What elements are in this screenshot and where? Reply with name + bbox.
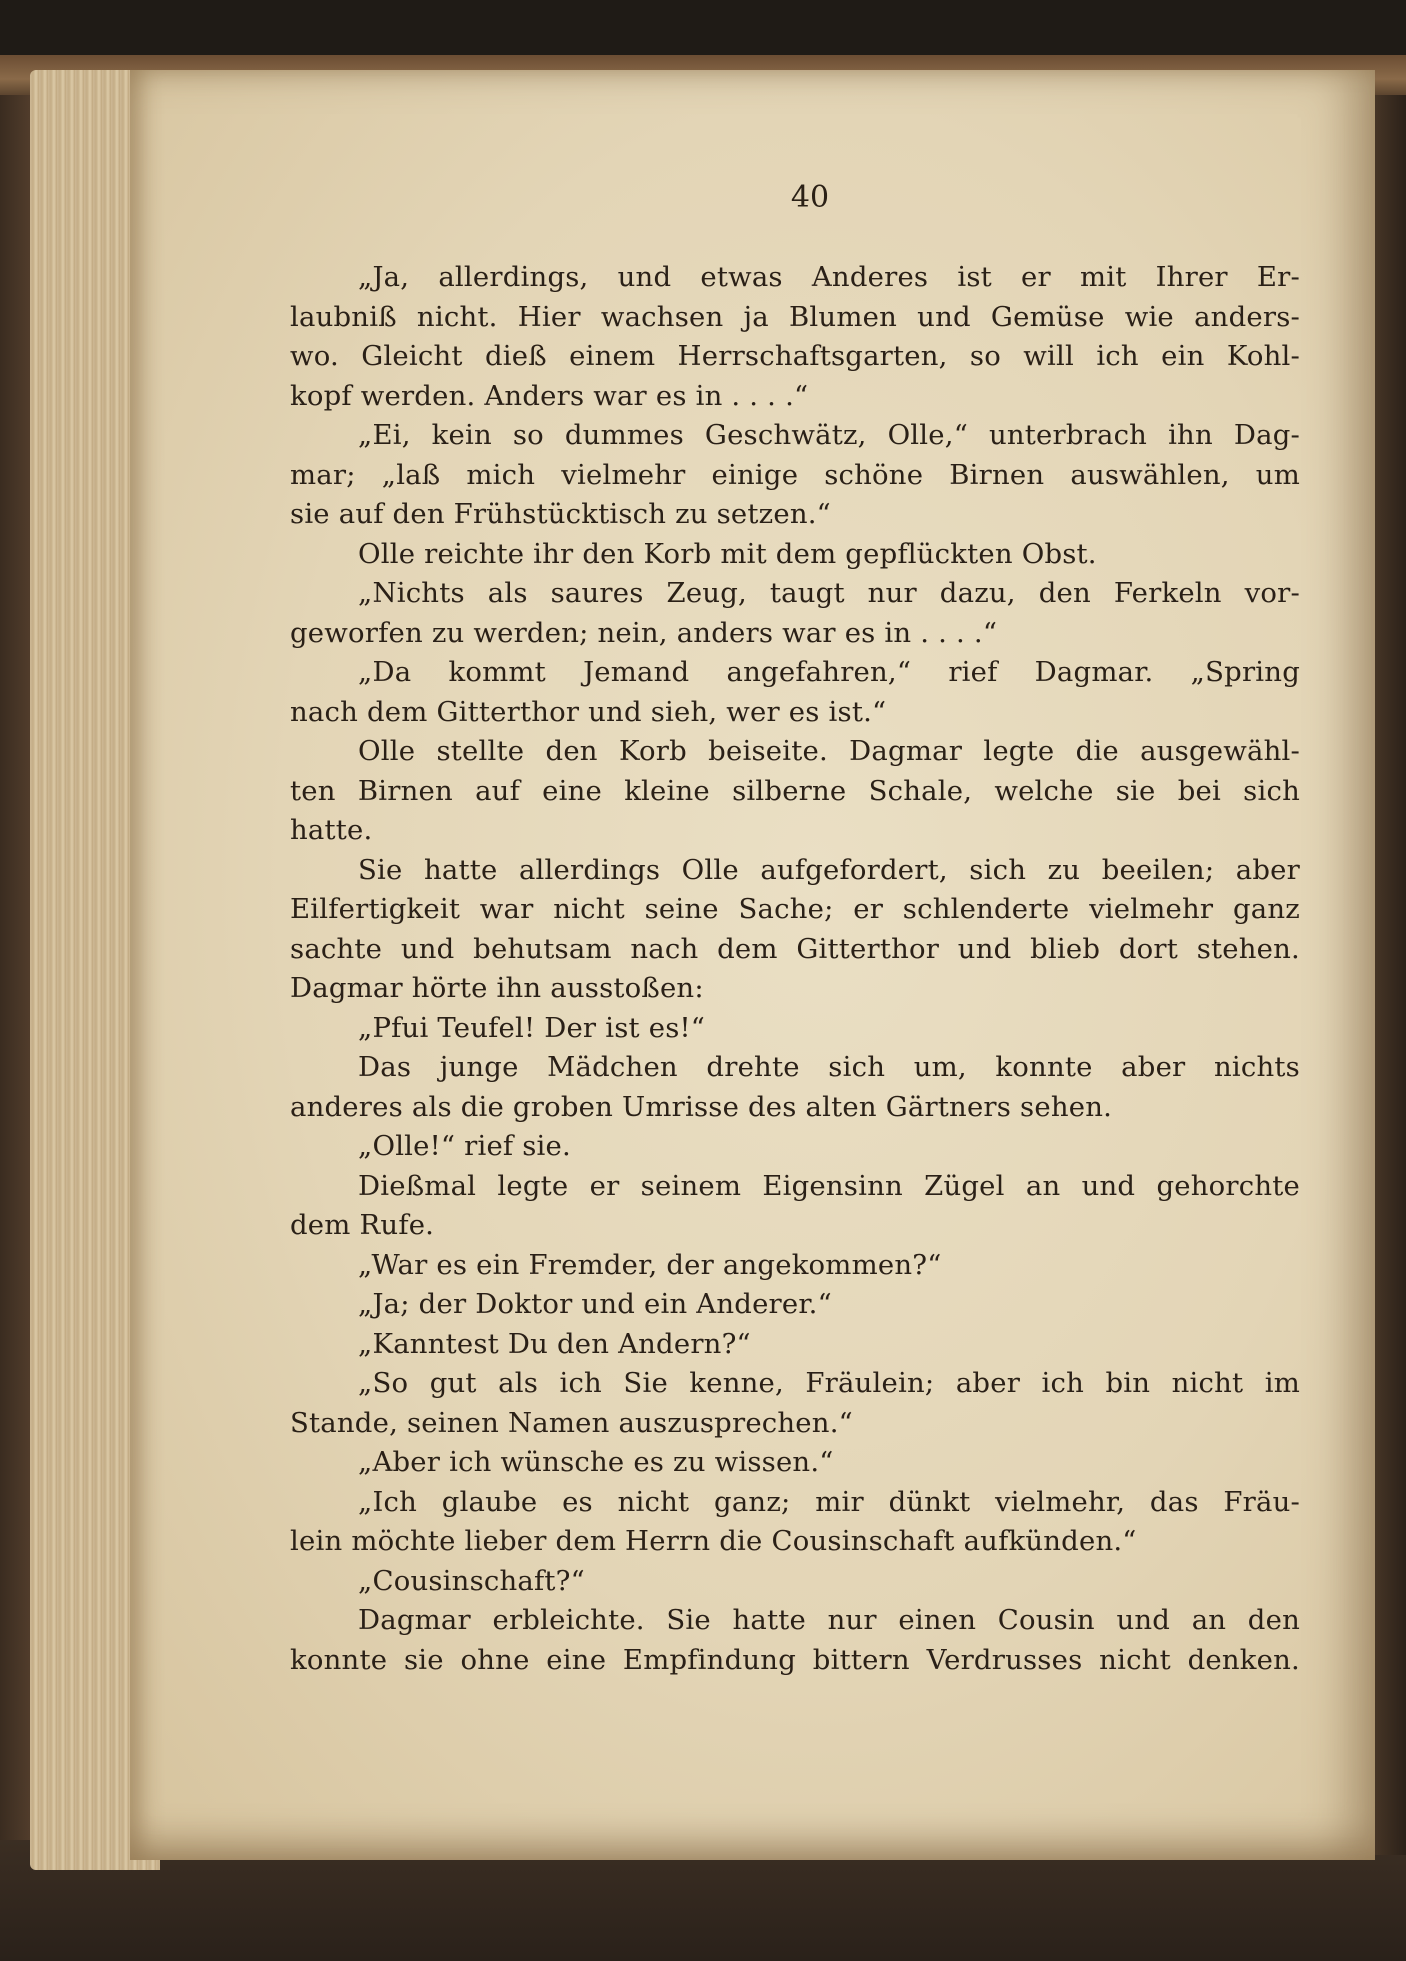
text-line: „War es ein Fremder, der angekommen?“ (358, 1248, 942, 1281)
text-line: „Da kommt Jemand angefahren,“ rief Dagmar. „Spring (358, 656, 1300, 688)
text-line: „Ja; der Doktor und ein Anderer.“ (358, 1288, 832, 1320)
text-line: „Olle!“ rief sie. (358, 1130, 571, 1162)
binding-right (1370, 95, 1406, 1855)
text-line: laubniß nicht. Hier wachsen ja Blumen und Gemüse wie anders- (290, 300, 1300, 333)
text-line: Das junge Mädchen drehte sich um, konnte aber nichts (358, 1051, 1300, 1083)
page-number: 40 (790, 180, 830, 215)
text-line: „So gut als ich Sie kenne, Fräulein; aber ich bin nicht im (358, 1367, 1300, 1399)
text-line: anderes als die groben Umrisse des alten Gärtners sehen. (290, 1090, 1113, 1123)
text-line: „Cousinschaft?“ (358, 1564, 585, 1597)
text-line: Dagmar erbleichte. Sie hatte nur einen Cousin und an den (358, 1604, 1300, 1636)
text-line: ten Birnen auf eine kleine silberne Schale, welche sie bei sich (290, 774, 1300, 807)
text-line: Sie hatte allerdings Olle aufgefordert, sich zu beeilen; aber (358, 853, 1300, 886)
text-line: Stande, seinen Namen auszusprechen.“ (290, 1406, 853, 1439)
text-line: „Nichts als saures Zeug, taugt nur dazu, den Ferkeln vor- (358, 577, 1300, 609)
text-line: lein möchte lieber dem Herrn die Cousinschaft aufkünden.“ (290, 1525, 1137, 1557)
text-line: „Ich glaube es nicht ganz; mir dünkt vielmehr, das Fräu- (358, 1485, 1300, 1518)
text-line: Olle stellte den Korb beiseite. Dagmar legte die ausgewähl- (358, 735, 1300, 767)
text-line: „Ja, allerdings, und etwas Anderes ist er mit Ihrer Er- (358, 261, 1300, 293)
text-line: „Pfui Teufel! Der ist es!“ (358, 1011, 706, 1044)
text-line: Dagmar hörte ihn ausstoßen: (290, 972, 704, 1004)
text-line: konnte sie ohne eine Empfindung bittern Verdrusses nicht denken. (290, 1643, 1300, 1676)
text-line: „Kanntest Du den Andern?“ (358, 1327, 751, 1360)
text-line: sie auf den Frühstücktisch zu setzen.“ (290, 498, 831, 530)
text-line: „Ei, kein so dummes Geschwätz, Olle,“ unterbrach ihn Dag- (358, 419, 1300, 451)
text-line: mar; „laß mich vielmehr einige schöne Birnen auswählen, um (290, 458, 1300, 491)
text-line: Olle reichte ihr den Korb mit dem gepflückten Obst. (358, 537, 1097, 570)
text-line: nach dem Gitterthor und sieh, wer es ist.“ (290, 695, 887, 728)
text-line: dem Rufe. (290, 1209, 435, 1241)
text-line: sachte und behutsam nach dem Gitterthor und blieb dort stehen. (290, 932, 1300, 965)
text-line: Eilfertigkeit war nicht seine Sache; er schlenderte vielmehr ganz (290, 893, 1300, 925)
text-line: kopf werden. Anders war es in . . . .“ (290, 379, 809, 412)
text-line: „Aber ich wünsche es zu wissen.“ (358, 1446, 834, 1478)
text-line: hatte. (290, 814, 373, 846)
body-text (290, 258, 1300, 1680)
text-line: Dießmal legte er seinem Eigensinn Zügel an und gehorchte (358, 1169, 1300, 1202)
text-line: wo. Gleicht dieß einem Herrschaftsgarten, so will ich ein Kohl- (290, 340, 1300, 372)
text-line: geworfen zu werden; nein, anders war es in . . . .“ (290, 616, 998, 649)
